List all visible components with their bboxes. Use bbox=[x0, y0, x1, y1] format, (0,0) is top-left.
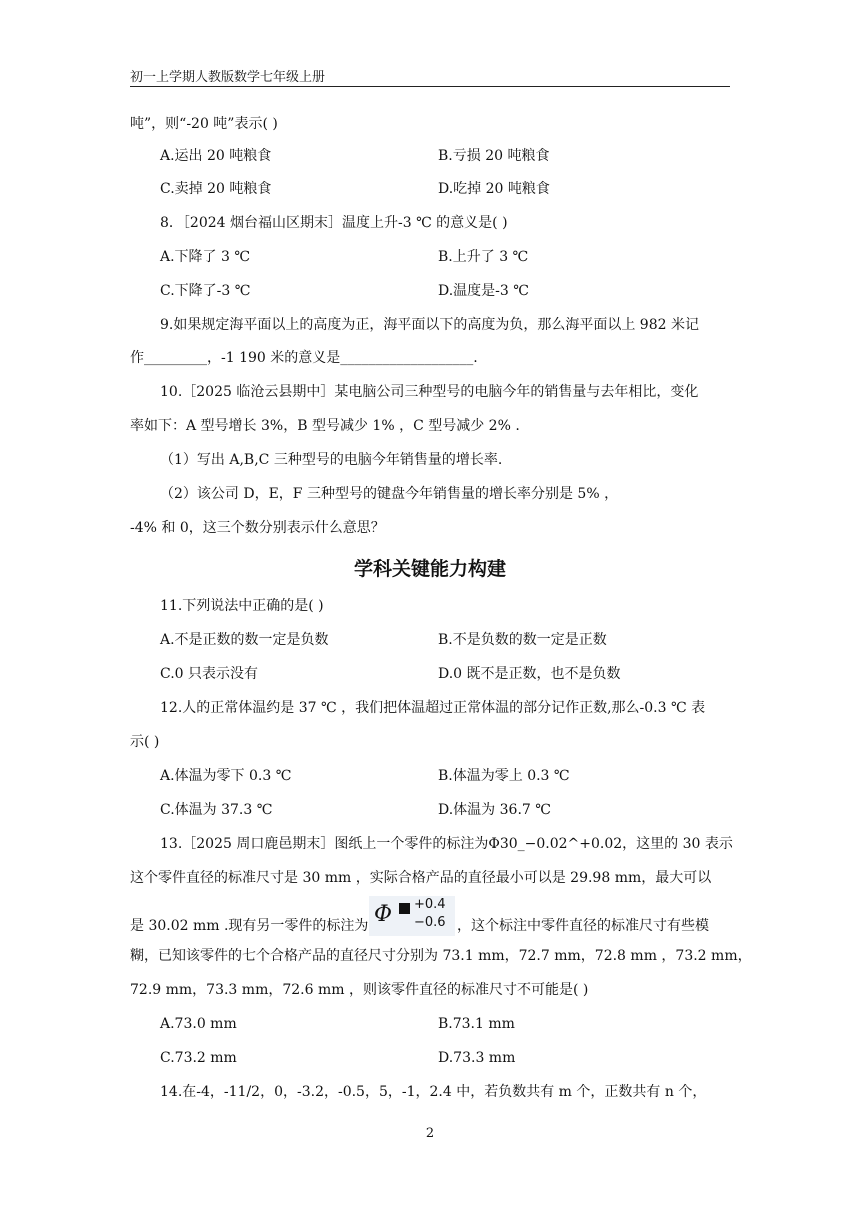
q13-option-c: C.73.2 mm bbox=[160, 1050, 237, 1066]
q13-option-d: D.73.3 mm bbox=[438, 1050, 516, 1066]
q7-option-c: C.卖掉 20 吨粮食 bbox=[160, 181, 272, 197]
q7-continuation: 吨”，则“-20 吨”表示( ) bbox=[130, 116, 278, 132]
q10-sub-2-cont: -4% 和 0，这三个数分别表示什么意思？ bbox=[130, 520, 385, 536]
q9-line-1: 9.如果规定海平面以上的高度为正，海平面以下的高度为负，那么海平面以上 982 米记 bbox=[160, 317, 699, 333]
q13-line-1: 13.［2025 周口鹿邑期末］图纸上一个零件的标注为Φ30_−0.02^+0.02，这里的 30 表示 bbox=[160, 836, 733, 852]
lower-deviation: −0.6 bbox=[414, 915, 446, 930]
section-title: 学科关键能力构建 bbox=[353, 558, 506, 580]
q11-option-b: B.不是负数的数一定是正数 bbox=[438, 632, 607, 648]
q12-line-1: 12.人的正常体温约是 37 ℃ ，我们把体温超过正常体温的部分记作正数,那么-0.3 ℃ 表 bbox=[160, 700, 706, 716]
page-number: 2 bbox=[425, 1126, 435, 1141]
q8-option-d: D.温度是-3 ℃ bbox=[438, 283, 529, 299]
q13-line-4: 糊，已知该零件的七个合格产品的直径尺寸分别为 73.1 mm，72.7 mm，72.8 mm ，73.2 mm， bbox=[130, 948, 752, 964]
header-divider bbox=[130, 86, 730, 87]
q12-option-c: C.体温为 37.3 ℃ bbox=[160, 802, 273, 818]
q12-option-b: B.体温为零上 0.3 ℃ bbox=[438, 768, 570, 784]
q13-option-a: A.73.0 mm bbox=[160, 1016, 237, 1032]
upper-deviation: +0.4 bbox=[414, 897, 446, 912]
page-header: 初一上学期人教版数学七年级上册 bbox=[130, 70, 326, 85]
q13-line-2: 这个零件直径的标准尺寸是 30 mm ，实际合格产品的直径最小可以是 29.98 mm，最大可以 bbox=[130, 870, 712, 886]
q11-stem: 11.下列说法中正确的是( ) bbox=[160, 598, 324, 614]
q8-stem: 8．［2024 烟台福山区期末］温度上升-3 ℃ 的意义是( ) bbox=[160, 215, 508, 231]
q11-option-d: D.0 既不是正数，也不是负数 bbox=[438, 666, 621, 682]
q13-option-b: B.73.1 mm bbox=[438, 1016, 515, 1032]
q10-sub-2: （2）该公司 D，E，F 三种型号的键盘今年销售量的增长率分别是 5% ， bbox=[160, 486, 619, 502]
q8-option-b: B.上升了 3 ℃ bbox=[438, 249, 529, 265]
q12-line-2: 示( ) bbox=[130, 734, 160, 750]
phi-symbol: Φ bbox=[374, 902, 393, 927]
q13-line-3b: ，这个标注中零件直径的标准尺寸有些模 bbox=[457, 918, 709, 934]
q13-line-3a: 是 30.02 mm .现有另一零件的标注为 bbox=[130, 918, 369, 934]
q14-stem: 14.在-4，-11/2，0，-3.2，-0.5，5，-1，2.4 中，若负数共有 m 个，正数共有 n 个， bbox=[160, 1084, 707, 1100]
q13-line-5: 72.9 mm，73.3 mm，72.6 mm ，则该零件直径的标准尺寸不可能是( ) bbox=[130, 982, 589, 998]
q7-option-b: B.亏损 20 吨粮食 bbox=[438, 148, 550, 164]
q8-option-a: A.下降了 3 ℃ bbox=[160, 249, 251, 265]
tolerance-image bbox=[369, 896, 455, 936]
q10-sub-1: （1）写出 A,B,C 三种型号的电脑今年销售量的增长率. bbox=[160, 452, 503, 468]
q8-option-c: C.下降了-3 ℃ bbox=[160, 283, 251, 299]
q12-option-d: D.体温为 36.7 ℃ bbox=[438, 802, 551, 818]
q10-line-1: 10.［2025 临沧云县期中］某电脑公司三种型号的电脑今年的销售量与去年相比，变化 bbox=[160, 384, 699, 400]
q10-line-2: 率如下：A 型号增长 3%，B 型号减少 1% ，C 型号减少 2% . bbox=[130, 418, 520, 434]
q11-option-c: C.0 只表示没有 bbox=[160, 666, 259, 682]
q11-option-a: A.不是正数的数一定是负数 bbox=[160, 632, 329, 648]
blurred-square-icon bbox=[399, 903, 410, 914]
q12-option-a: A.体温为零下 0.3 ℃ bbox=[160, 768, 292, 784]
q7-option-d: D.吃掉 20 吨粮食 bbox=[438, 181, 550, 197]
q9-line-2: 作_________，-1 190 米的意义是___________________. bbox=[130, 350, 478, 366]
q7-option-a: A.运出 20 吨粮食 bbox=[160, 148, 272, 164]
